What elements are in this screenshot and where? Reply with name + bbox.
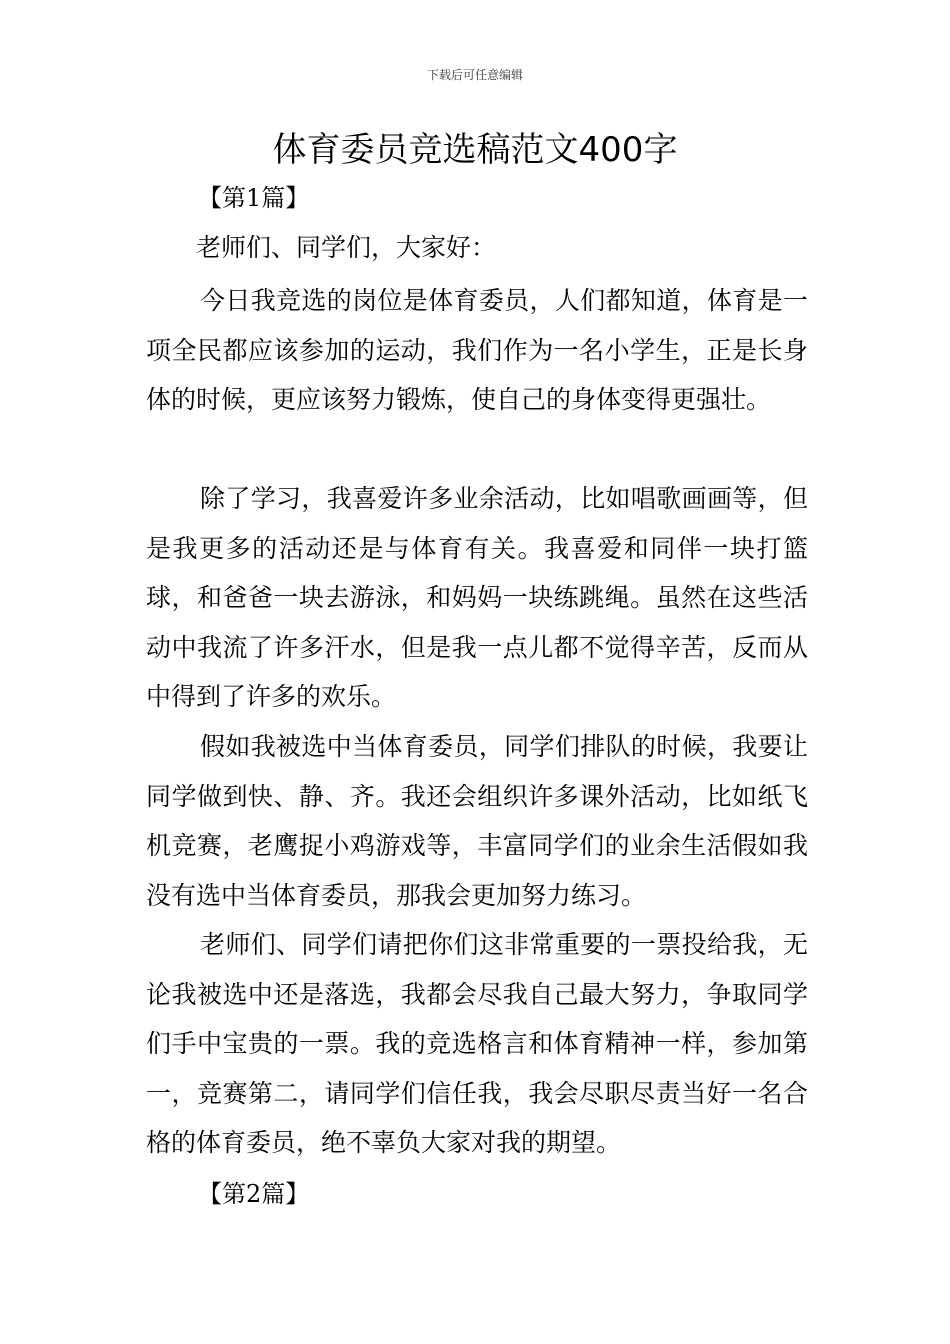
paragraph-2: 除了学习，我喜爱许多业余活动，比如唱歌画画等，但是我更多的活动还是与体育有关。我喜爱和同伴一块打篮球，和爸爸一块去游泳，和妈妈一块练跳绳。虽然在这些活动中我流了许多汗水，但是我一点儿都不觉得辛苦，反而从中得到了许多的欢乐。 [146, 484, 808, 712]
page-header-note: 下载后可任意编辑 [426, 68, 523, 82]
paragraph-1: 今日我竞选的岗位是体育委员，人们都知道，体育是一项全民都应该参加的运动，我们作为一名小学生，正是长身体的时候，更应该努力锻炼，使自己的身体变得更强壮。 [146, 286, 808, 415]
section-marker-2: 【第2篇】 [198, 1180, 310, 1208]
section-marker-1: 【第1篇】 [198, 184, 310, 212]
document-title: 体育委员竞选稿范文400字 [272, 130, 678, 170]
paragraph-4: 老师们、同学们请把你们这非常重要的一票投给我，无论我被选中还是落选，我都会尽我自己最大努力，争取同学们手中宝贵的一票。我的竞选格言和体育精神一样，参加第一，竞赛第二，请同学们信任我，我会尽职尽责当好一名合格的体育委员，绝不辜负大家对我的期望。 [146, 930, 808, 1158]
paragraph-3: 假如我被选中当体育委员，同学们排队的时候，我要让同学做到快、静、齐。我还会组织许多课外活动，比如纸飞机竞赛，老鹰捉小鸡游戏等，丰富同学们的业余生活假如我没有选中当体育委员，那我会更加努力练习。 [146, 732, 808, 910]
greeting-line: 老师们、同学们，大家好： [196, 233, 497, 262]
